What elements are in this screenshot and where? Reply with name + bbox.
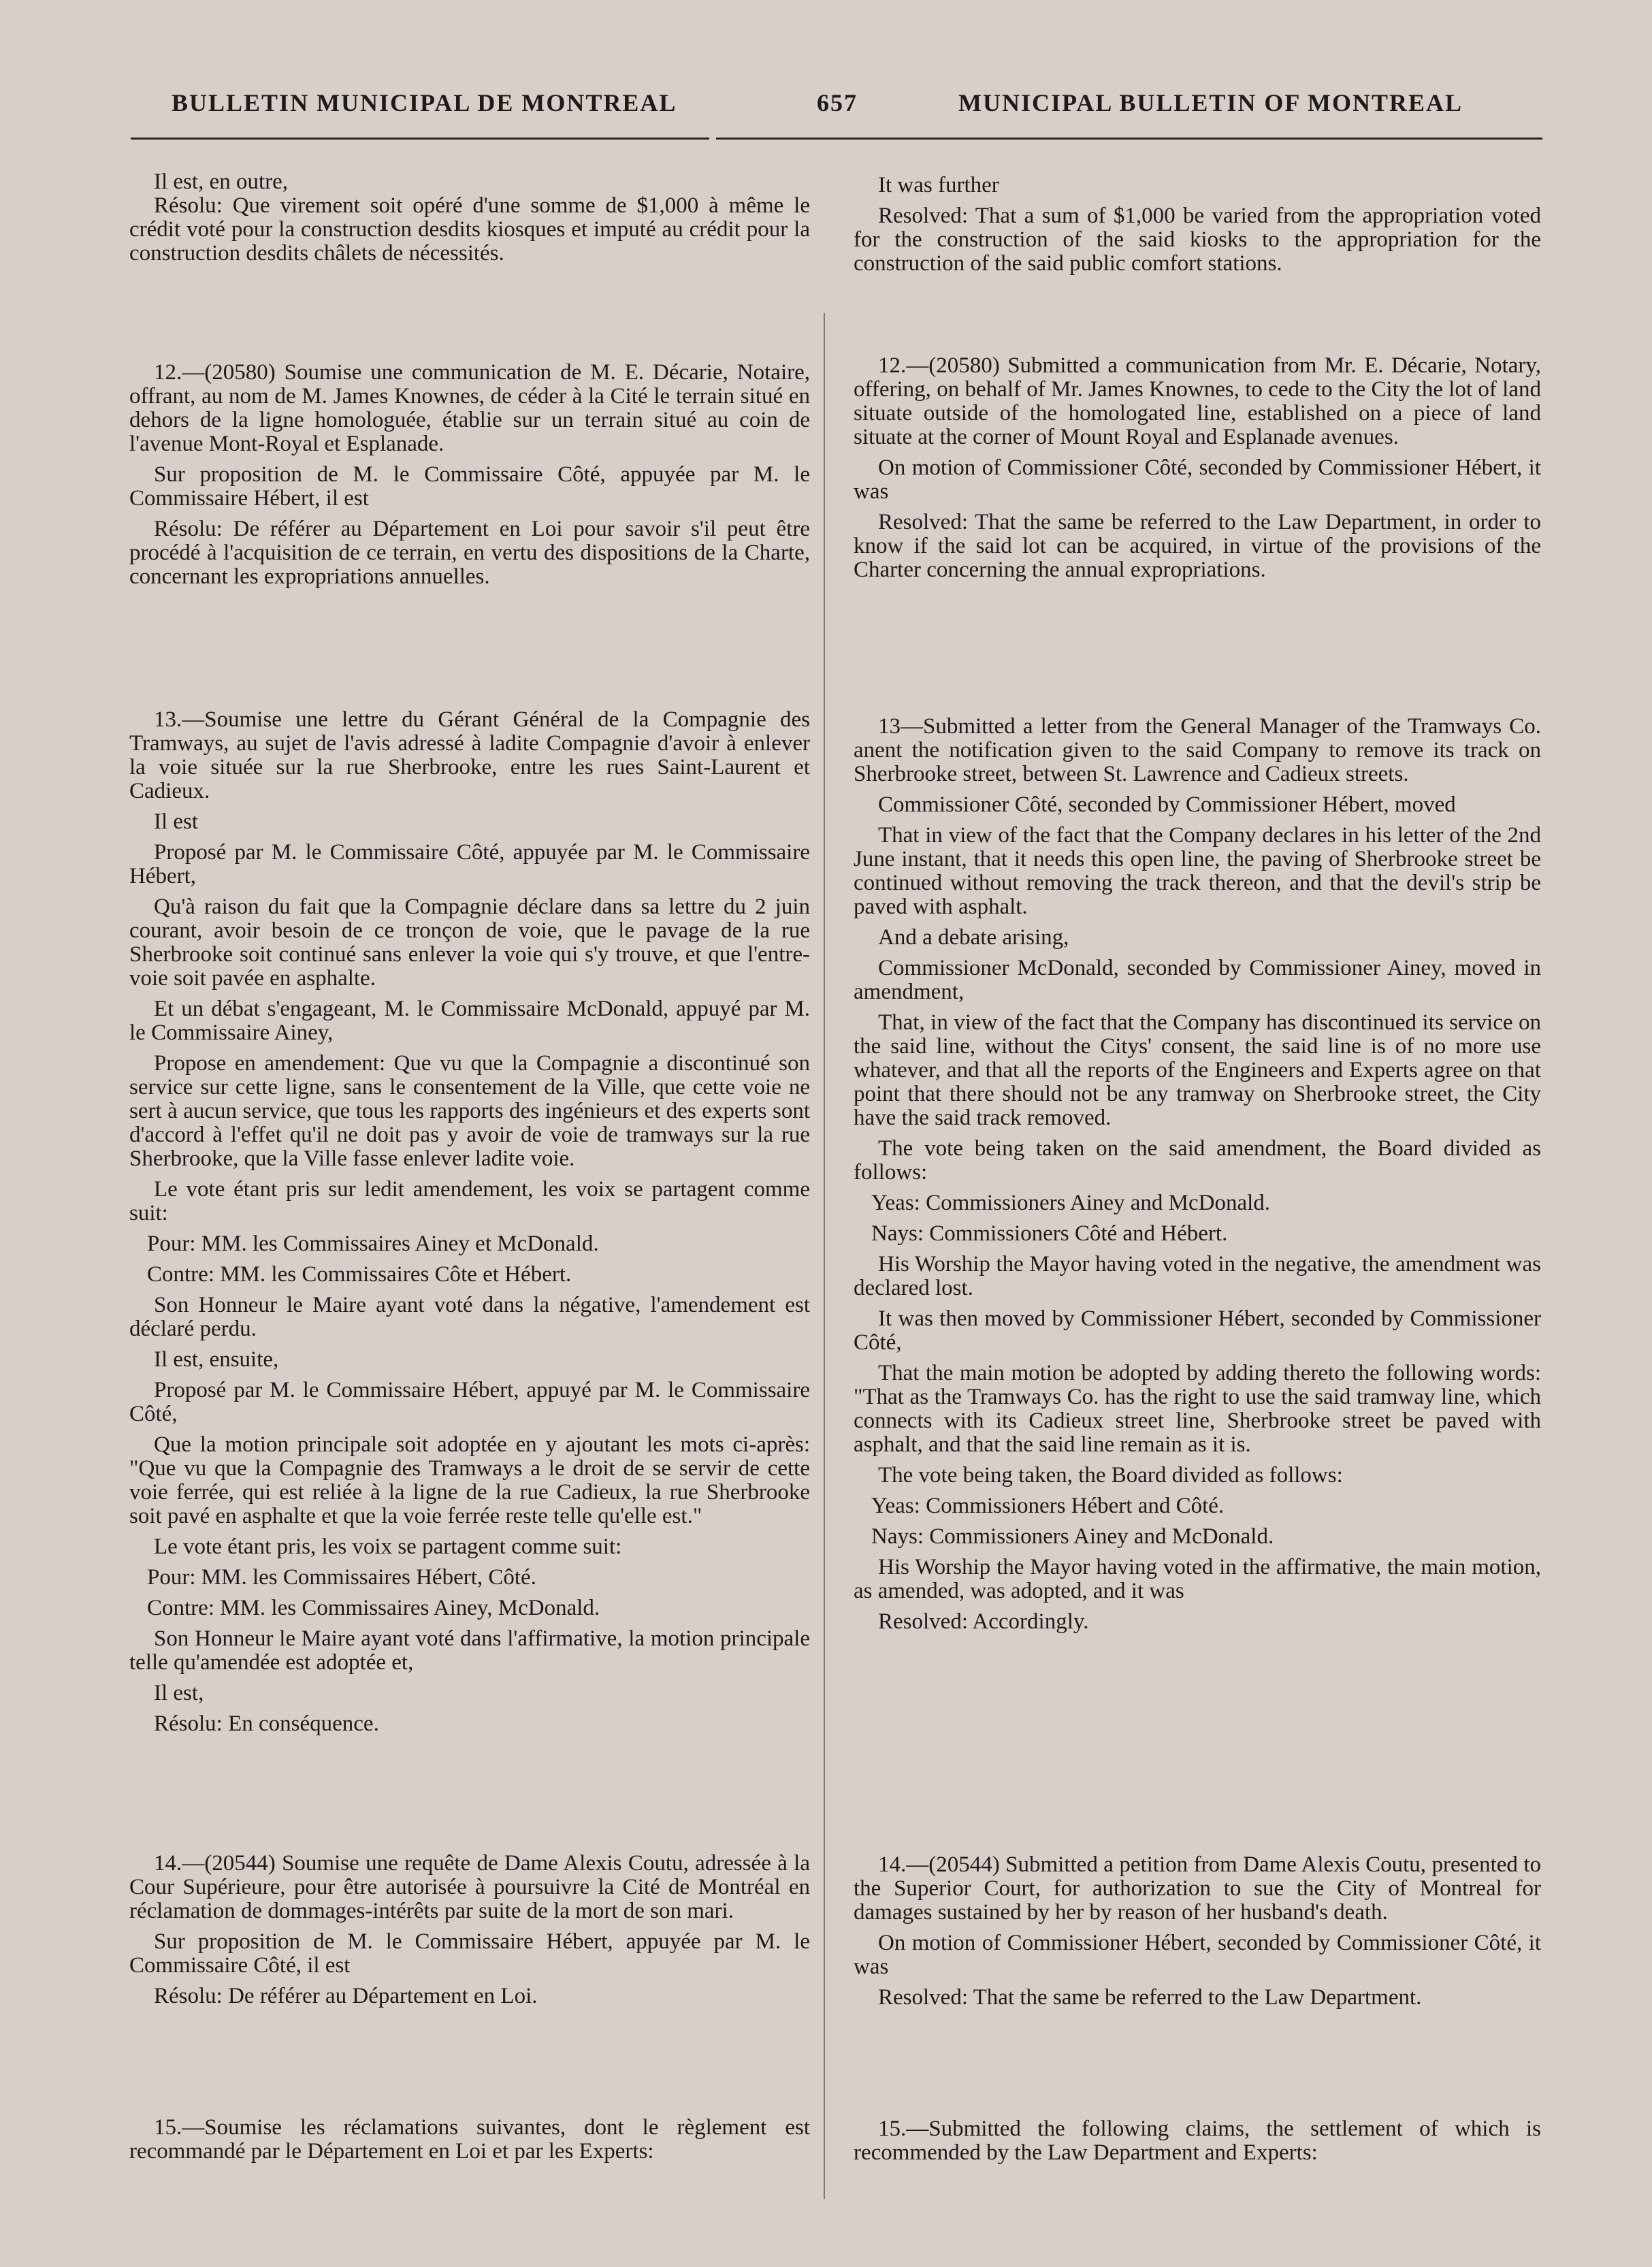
paragraph: Resolved: Accordingly. xyxy=(878,1609,1089,1634)
en-block-resolution-kiosks xyxy=(854,174,1541,276)
paragraph: It was further xyxy=(878,173,999,197)
paragraph: Il est, en outre, xyxy=(154,170,289,194)
paragraph: Proposé par M. le Commissaire Hébert, appuyé par M. le Commissaire Côté, xyxy=(129,1378,810,1426)
vote-line: Yeas: Commissioners Hébert and Côté. xyxy=(871,1494,1225,1518)
paragraph: Résolu: Que virement soit opéré d'une somme de $1,000 à même le crédit voté pour la construction desdits kiosques et imputé au crédit pour la construction desdits châlets de nécessités. xyxy=(129,193,810,266)
paragraph: And a debate arising, xyxy=(878,925,1069,950)
header-french-title: BULLETIN MUNICIPAL DE MONTREAL xyxy=(172,89,677,116)
fr-block-item-12 xyxy=(129,361,810,589)
paragraph: Il est xyxy=(154,809,199,834)
paragraph: 15.—Submitted the following claims, the settlement of which is recommended by the Law Department and Experts: xyxy=(854,2117,1541,2165)
paragraph: 14.—(20544) Soumise une requête de Dame Alexis Coutu, adressée à la Cour Supérieure, pour être autorisée à poursuivre la Cité de Montréal en réclamation de dommages-intérêts par suite de la mort de son mari. xyxy=(129,1851,810,1923)
paragraph: Commissioner McDonald, seconded by Commissioner Ainey, moved in amendment, xyxy=(854,956,1541,1004)
paragraph: 15.—Soumise les réclamations suivantes, dont le règlement est recommandé par le Département en Loi et par les Experts: xyxy=(129,2115,810,2164)
paragraph: Qu'à raison du fait que la Compagnie déclare dans sa lettre du 2 juin courant, avoir besoin de ce tronçon de voie, que le pavage de la rue Sherbrooke soit continué sans enlever la voie qui s'y trouve, et que l'entre-voie soit pavée en asphalte. xyxy=(129,895,810,991)
paragraph: It was then moved by Commissioner Hébert, seconded by Commissioner Côté, xyxy=(854,1306,1541,1355)
paragraph: Commissioner Côté, seconded by Commissioner Hébert, moved xyxy=(878,792,1456,817)
paragraph: Que la motion principale soit adoptée en y ajoutant les mots ci-après: "Que vu que la Compagnie des Tramways a le droit de se servir de cette voie ferrée, qui est reliée à la ligne de la rue Cadieux, la rue Sherbrooke soit pavé en asphalte et que la voie ferrée reste telle qu'elle est." xyxy=(129,1432,810,1528)
paragraph: Résolu: De référer au Département en Loi pour savoir s'il peut être procédé à l'acquisition de ce terrain, en vertu des dispositions de la Charte, concernant les expropriations annuelles. xyxy=(129,517,810,589)
paragraph: His Worship the Mayor having voted in the negative, the amendment was declared lost. xyxy=(854,1252,1541,1300)
paragraph: Resolved: That a sum of $1,000 be varied from the appropriation voted for the construction of the said kiosks to the appropriation for the construction of the said public comfort stations. xyxy=(854,204,1541,276)
paragraph: That the main motion be adopted by adding thereto the following words: "That as the Tramways Co. has the right to use the said tramway line, which connects with its Cadieux street line, Sherbrooke street be paved with asphalt, and that the said line remain as it is. xyxy=(854,1361,1541,1457)
fr-block-item-13 xyxy=(129,708,810,1736)
vote-line: Yeas: Commissioners Ainey and McDonald. xyxy=(871,1191,1271,1215)
vote-line: Nays: Commissioners Ainey and McDonald. xyxy=(871,1524,1274,1549)
paragraph: His Worship the Mayor having voted in the affirmative, the main motion, as amended, was adopted, and it was xyxy=(854,1555,1541,1603)
column-divider xyxy=(824,313,825,2199)
paragraph: Il est, xyxy=(154,1681,204,1705)
en-block-item-14 xyxy=(854,1853,1541,2010)
header-english-title: MUNICIPAL BULLETIN OF MONTREAL xyxy=(958,89,1463,116)
paragraph: On motion of Commissioner Hébert, seconded by Commissioner Côté, it was xyxy=(854,1931,1541,1979)
paragraph: 14.—(20544) Submitted a petition from Dame Alexis Coutu, presented to the Superior Court, for authorization to sue the City of Montreal for damages sustained by her by reason of her husband's death. xyxy=(854,1852,1541,1925)
paragraph: Il est, ensuite, xyxy=(154,1347,279,1372)
paragraph: Résolu: De référer au Département en Loi. xyxy=(154,1984,538,2008)
paragraph: That, in view of the fact that the Company has discontinued its service on the said line, without the Citys' consent, the said line is of no more use whatever, and that all the reports of the Engineers and Experts agree on that point that there should not be any tramway on Sherbrooke street, the City have the said track removed. xyxy=(854,1010,1541,1130)
header-rule-right xyxy=(716,138,1542,140)
fr-block-resolution-kiosks xyxy=(129,170,810,266)
en-block-item-12 xyxy=(854,354,1541,582)
paragraph: Le vote étant pris, les voix se partagent comme suit: xyxy=(154,1534,622,1559)
en-block-item-15 xyxy=(854,2117,1541,2165)
paragraph: 13.—Soumise une lettre du Gérant Général de la Compagnie des Tramways, au sujet de l'avis adressé à ladite Compagnie d'avoir à enlever la voie située sur la rue Sherbrooke, entre les rues Saint-Laurent et Cadieux. xyxy=(129,707,810,803)
paragraph: Resolved: That the same be referred to the Law Department, in order to know if the said lot can be acquired, in virtue of the provisions of the Charter concerning the annual expropriations. xyxy=(854,510,1541,582)
paragraph: The vote being taken on the said amendment, the Board divided as follows: xyxy=(854,1136,1541,1185)
paragraph: Le vote étant pris sur ledit amendement, les voix se partagent comme suit: xyxy=(129,1177,810,1225)
paragraph: On motion of Commissioner Côté, seconded by Commissioner Hébert, it was xyxy=(854,455,1541,504)
vote-line: Contre: MM. les Commissaires Côte et Hébert. xyxy=(147,1262,572,1287)
header-rule-left xyxy=(131,138,709,140)
vote-line: Pour: MM. les Commissaires Hébert, Côté. xyxy=(147,1565,536,1590)
paragraph: Résolu: En conséquence. xyxy=(154,1711,379,1736)
paragraph: 12.—(20580) Soumise une communication de M. E. Décarie, Notaire, offrant, au nom de M. James Knownes, de céder à la Cité le terrain situé en dehors de la ligne homologuée, établie sur un terrain situé au coin de l'avenue Mont-Royal et Esplanade. xyxy=(129,360,810,456)
paragraph: The vote being taken, the Board divided as follows: xyxy=(878,1463,1343,1488)
fr-block-item-14 xyxy=(129,1852,810,2008)
fr-block-item-15 xyxy=(129,2116,810,2164)
paragraph: Proposé par M. le Commissaire Côté, appuyée par M. le Commissaire Hébert, xyxy=(129,840,810,888)
paragraph: Sur proposition de M. le Commissaire Côté, appuyée par M. le Commissaire Hébert, il est xyxy=(129,462,810,511)
vote-line: Pour: MM. les Commissaires Ainey et McDonald. xyxy=(147,1232,599,1256)
paragraph: Et un débat s'engageant, M. le Commissaire McDonald, appuyé par M. le Commissaire Ainey, xyxy=(129,997,810,1045)
paragraph: 13—Submitted a letter from the General Manager of the Tramways Co. anent the notification given to the said Company to remove its track on Sherbrooke street, between St. Lawrence and Cadieux streets. xyxy=(854,714,1541,786)
page-number: 657 xyxy=(817,89,858,116)
paragraph: Resolved: That the same be referred to the Law Department. xyxy=(878,1985,1422,2010)
paragraph: Propose en amendement: Que vu que la Compagnie a discontinué son service sur cette ligne, sans le consentement de la Ville, que cette voie ne sert à aucun service, que tous les rapports des ingénieurs et des experts sont d'accord à l'effet qu'il ne doit pas y avoir de voie de tramways sur la rue Sherbrooke, que la Ville fasse enlever ladite voie. xyxy=(129,1051,810,1171)
vote-line: Nays: Commissioners Côté and Hébert. xyxy=(871,1221,1228,1246)
paragraph: Son Honneur le Maire ayant voté dans l'affirmative, la motion principale telle qu'amendée est adoptée et, xyxy=(129,1626,810,1675)
vote-line: Contre: MM. les Commissaires Ainey, McDonald. xyxy=(147,1596,600,1620)
en-block-item-13 xyxy=(854,715,1541,1634)
paragraph: 12.—(20580) Submitted a communication from Mr. E. Décarie, Notary, offering, on behalf of Mr. James Knownes, to cede to the City the lot of land situate outside of the homologated line, established on a piece of land situate at the corner of Mount Royal and Esplanade avenues. xyxy=(854,353,1541,449)
paragraph: That in view of the fact that the Company declares in his letter of the 2nd June instant, that it needs this open line, the paving of Sherbrooke street be continued without removing the track thereon, and that the devil's strip be paved with asphalt. xyxy=(854,823,1541,919)
paragraph: Son Honneur le Maire ayant voté dans la négative, l'amendement est déclaré perdu. xyxy=(129,1293,810,1341)
paragraph: Sur proposition de M. le Commissaire Hébert, appuyée par M. le Commissaire Côté, il est xyxy=(129,1929,810,1978)
